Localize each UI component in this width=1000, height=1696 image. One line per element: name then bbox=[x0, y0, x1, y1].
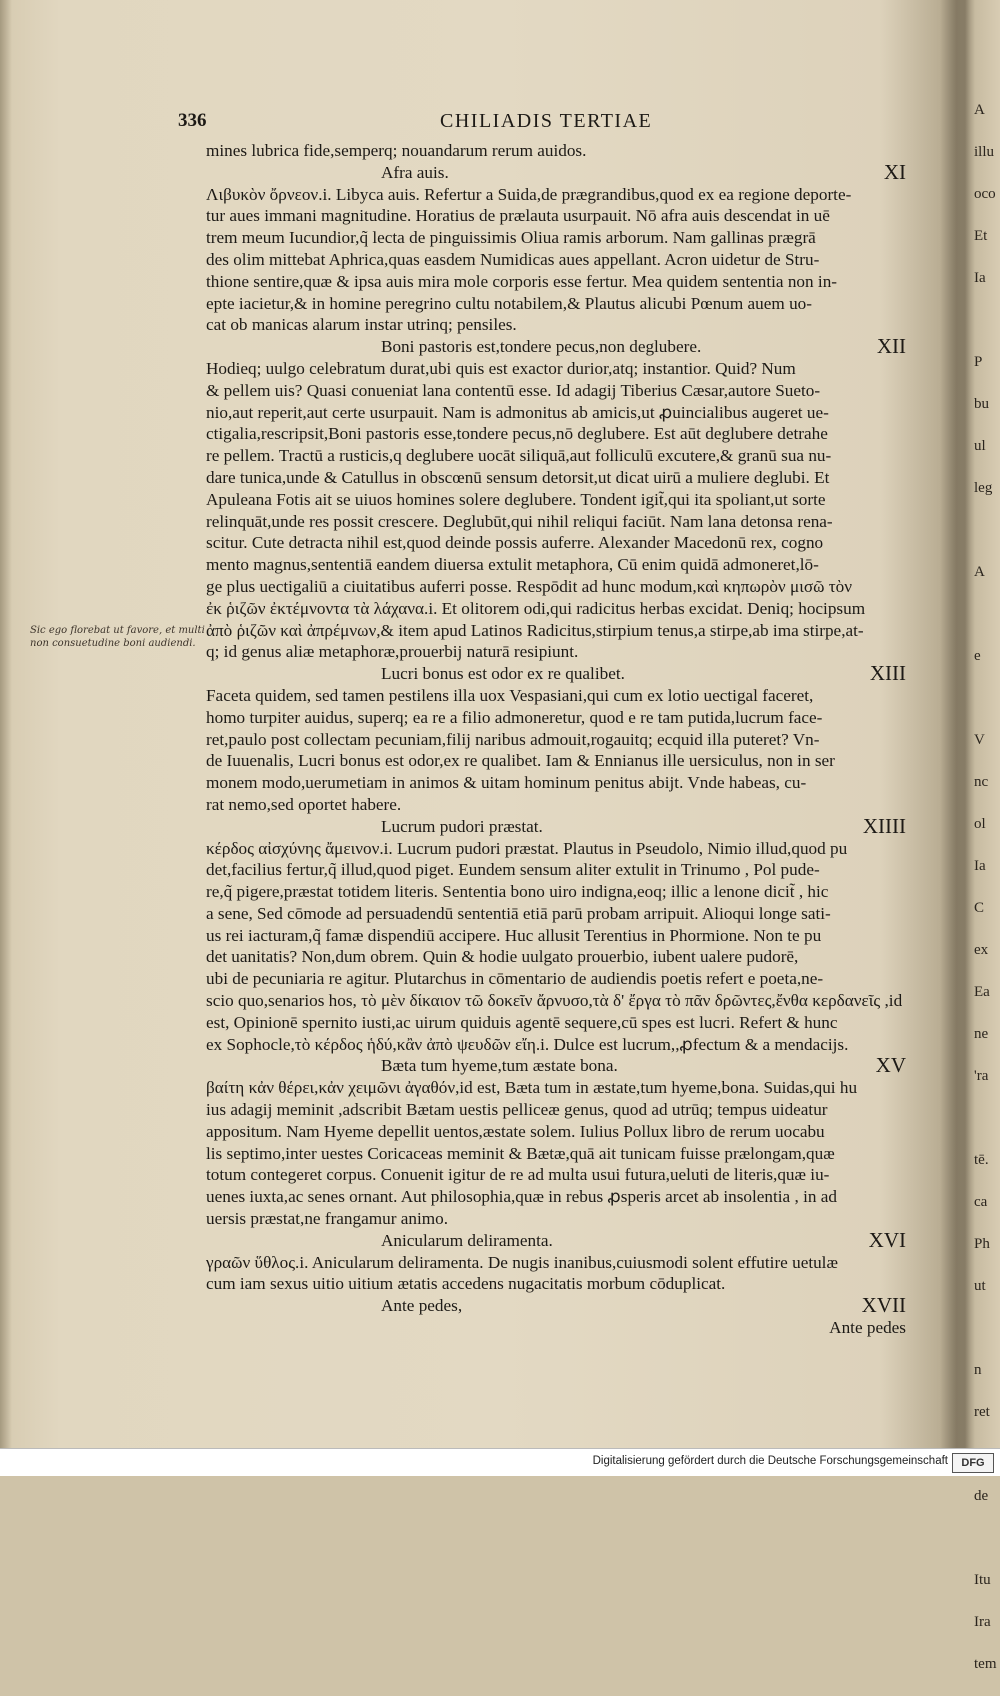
text-line: appositum. Nam Hyeme depellit uentos,æstate solem. Iulius Pollux libro de rerum uocabu bbox=[206, 1121, 825, 1141]
adage-heading bbox=[206, 663, 906, 685]
facing-page-fragment: ca bbox=[974, 1194, 988, 1210]
text-line: ubi de pecuniaria re agitur. Plutarchus in cōmentario de audiendis poetis refert e poeta,ne- bbox=[206, 969, 824, 989]
text-line: dare tunica,unde & Catullus in obscœnū sensum detorsit,ut dicat uirū a muliere deglubi. Et bbox=[206, 467, 830, 487]
facing-page-fragment: Ia bbox=[974, 270, 986, 286]
running-head: CHILIADIS TERTIAE bbox=[440, 110, 653, 132]
body-text bbox=[206, 140, 906, 1339]
text-line: uersis præstat,ne frangamur animo. bbox=[206, 1209, 448, 1229]
facing-page-fragment: ex bbox=[974, 942, 989, 958]
text-line: scio quo,senarios hos, τὸ μὲν δίκαιον τῶ δοκεῖν ἄρνυσο,τὰ δ' ἔργα τὸ πᾶν δρῶντες,ἔνθα κερδανεῖς ,id bbox=[206, 991, 903, 1011]
facing-page-fragment: A bbox=[974, 564, 985, 580]
text-line: ge plus uectigaliū a ciuitatibus auferri posse. Respōdit ad hunc modum,καὶ κηπωρὸν μισῶ τὸν bbox=[206, 576, 852, 596]
text-line: det uanitatis? Non,dum obrem. Quin & hodie uulgato prouerbio, iubent ualere pudorē, bbox=[206, 947, 799, 967]
facing-page-fragment: Ph bbox=[974, 1236, 990, 1252]
adage-heading bbox=[206, 159, 906, 184]
text-line: det,facilius fertur,q̃ illud,quod piget. Eundem sensum aliter extulit in Trinumo , Pol pude- bbox=[206, 860, 820, 880]
text-line: homo turpiter auidus, superq; ea re a filio admoneretur, quod e re tam putida,lucrum face- bbox=[206, 707, 823, 727]
text-line: epte iacietur,& in homine peregrino cultu notabilem,& Plautus alicubi Pœnum auem uo- bbox=[206, 293, 812, 313]
adage-title: Anicularum deliramenta. bbox=[381, 1230, 553, 1250]
text-line: re,q̃ pigere,præstat totidem literis. Sententia bono uiro indigna,eoq; illic a lenone dicit̃ , hic bbox=[206, 882, 829, 902]
facing-page-fragment: 'ra bbox=[974, 1068, 989, 1084]
page-edge-shadow bbox=[0, 0, 12, 1450]
facing-page-fragment: ol bbox=[974, 816, 986, 832]
adage-number: XVI bbox=[868, 1227, 906, 1252]
adage-number: XV bbox=[875, 1053, 906, 1078]
facing-page-fragment: bu bbox=[974, 396, 989, 412]
footer-bar bbox=[0, 1448, 1000, 1476]
facing-page-fragment: oco bbox=[974, 186, 996, 202]
text-line: nio,aut reperit,aut certe usurpauit. Nam is admonitus ab amicis,ut ꝓuincialibus augeret ue- bbox=[206, 402, 829, 422]
adage-heading bbox=[206, 1295, 906, 1317]
adage-heading bbox=[206, 336, 906, 358]
text-line: cat ob manicas alarum instar utrinq; pensiles. bbox=[206, 315, 517, 335]
facing-page-fragment: ne bbox=[974, 1026, 989, 1042]
facing-page-fragment bbox=[974, 310, 1000, 352]
facing-page-fragment: e bbox=[974, 648, 981, 664]
adage-heading bbox=[206, 1227, 906, 1252]
text-line: mines lubrica fide,semperq; nouandarum rerum auidos. bbox=[206, 141, 587, 160]
text-line: est, Opinionē spernito iusti,ac uirum quiduis agentē sequere,cū spes est lucri. Refert & hunc bbox=[206, 1012, 838, 1032]
facing-page-fragment: de bbox=[974, 1488, 989, 1504]
facing-page-fragment: ret bbox=[974, 1404, 990, 1420]
text-line: mento magnus,sententiā eandem diuersa extulit metaphora, Cū enim quidā admoneret,lō- bbox=[206, 555, 819, 575]
funding-notice: Digitalisierung gefördert durch die Deutsche Forschungsgemeinschaft bbox=[592, 1455, 948, 1467]
facing-page-fragment: tē. bbox=[974, 1152, 989, 1168]
text-line: κέρδος αἰσχύνης ἄμεινον.i. Lucrum pudori præstat. Plautus in Pseudolo, Nimio illud,quod pu bbox=[206, 838, 848, 858]
text-line: re pellem. Tractū a rusticis,q deglubere uocāt siliquā,aut folliculū excutere,& granū sua nu- bbox=[206, 446, 832, 466]
text-line: ἀπὸ ῥιζῶν καὶ ἀπρέμνων,& item apud Latinos Radicitus,stirpium tenus,a stirpe,ab ima stirpe,at- bbox=[206, 620, 864, 640]
facing-page-fragment: leg bbox=[974, 480, 993, 496]
adage-title: Ante pedes, bbox=[381, 1296, 463, 1316]
facing-page-fragment: Ea bbox=[974, 984, 990, 1000]
adage-number: XVII bbox=[861, 1293, 906, 1318]
catchword: Ante pedes bbox=[829, 1318, 906, 1338]
adage-title: Lucri bonus est odor ex re qualibet. bbox=[381, 664, 625, 684]
text-line: de Iuuenalis, Lucri bonus est odor,ex re qualibet. Iam & Ennianus ille uersiculus, non in ser bbox=[206, 751, 835, 771]
facing-page-fragment: Itu bbox=[974, 1572, 991, 1588]
margin-note-line: non consuetudine boni audiendi. bbox=[30, 638, 196, 649]
dfg-logo: DFG bbox=[952, 1453, 994, 1473]
facing-page-fragment: Et bbox=[974, 228, 988, 244]
text-line: βαίτη κἀν θέρει,κἀν χειμῶνι ἀγαθόν,id est, Bæta tum in æstate,tum hyeme,bona. Suidas,qui hu bbox=[206, 1078, 858, 1098]
gutter-shadow bbox=[940, 0, 970, 1450]
text-line: a sene, Sed cōmode ad persuadendū sententiā etiā parū probam arripuit. Alioqui longe sati- bbox=[206, 903, 831, 923]
text-line: scitur. Cute detracta nihil est,quod deinde possis auferre. Alexander Macedonū rex, cogno bbox=[206, 533, 824, 553]
facing-page-fragment: Ira bbox=[974, 1614, 991, 1630]
text-line: us rei iacturam,q̃ famæ dispendiū accipere. Huc allusit Terentius in Phormione. Non te pu bbox=[206, 925, 822, 945]
adage-title: Bæta tum hyeme,tum æstate bona. bbox=[381, 1056, 618, 1076]
text-line: des olim mittebat Aphrica,quas easdem Numidicas aues appellant. Acron uidetur de Stru- bbox=[206, 249, 820, 269]
text-line: Hodieq; uulgo celebratum durat,ubi quis est exactor durior,atq; instantior. Quid? Num bbox=[206, 358, 796, 378]
text-line: ctigalia,rescripsit,Boni pastoris esse,tondere pecus,nō deglubere. Est aūt deglubere detrahe bbox=[206, 424, 828, 444]
text-line: lis septimo,inter uestes Coricaceas meminit & Bætæ,quā ait tunicam fuisse prælongam,quæ bbox=[206, 1143, 835, 1163]
facing-page-fragment: C bbox=[974, 900, 985, 916]
facing-page-fragment: V bbox=[974, 732, 985, 748]
text-line: Faceta quidem, sed tamen pestilens illa uox Vespasiani,qui cum ex lotio uectigal faceret, bbox=[206, 685, 814, 705]
facing-page-fragment bbox=[974, 1528, 1000, 1570]
text-line: totum contegeret corpus. Conuenit igitur de re ad multa usui futura,ueluti de literis,quæ iu- bbox=[206, 1165, 830, 1185]
text-line: trem meum Iucundior,q̃ lecta de pinguissimis Oliua ramis arborum. Nam gallinas prægrā bbox=[206, 228, 816, 248]
facing-page-fragment: A bbox=[974, 102, 985, 118]
adage-title: Lucrum pudori præstat. bbox=[381, 816, 543, 836]
adage-heading bbox=[206, 1055, 906, 1077]
facing-page-fragment bbox=[974, 688, 1000, 730]
adage-number: XII bbox=[876, 334, 906, 359]
text-line: & pellem uis? Quasi conueniat lana contentū esse. Id adagij Tiberius Cæsar,autore Sueto- bbox=[206, 380, 821, 400]
facing-page-fragment bbox=[974, 1108, 1000, 1150]
facing-page-fragment bbox=[974, 604, 1000, 646]
facing-page-fragment: P bbox=[974, 354, 983, 370]
facing-page-fragment bbox=[974, 520, 1000, 562]
facing-page-edge bbox=[974, 100, 1000, 1672]
facing-page-fragment: Ia bbox=[974, 858, 986, 874]
facing-page-fragment: n bbox=[974, 1362, 982, 1378]
text-line: cum iam sexus uitio uitium ætatis accedens nugacitatis morbum cōduplicat. bbox=[206, 1274, 726, 1294]
facing-page-fragment: nc bbox=[974, 774, 989, 790]
adage-title: Boni pastoris est,tondere pecus,non deglubere. bbox=[381, 337, 702, 357]
text-line: ret,paulo post collectam pecuniam,filij naribus admouit,rogauitq; ecquid illa puteret? Vn- bbox=[206, 729, 820, 749]
adage-heading bbox=[206, 813, 906, 838]
text-line: ἐκ ῥιζῶν ἐκτέμνοντα τὰ λάχανα.i. Et olitorem odi,qui radicitus herbas excidat. Deniq; hocipsum bbox=[206, 598, 866, 618]
text-line: ex Sophocle,τὸ κέρδος ἡδύ,κἂν ἀπὸ ψευδῶν εἴη.i. Dulce est lucrum,,ꝓfectum & a mendacijs. bbox=[206, 1034, 849, 1054]
facing-page-fragment: illu bbox=[974, 144, 995, 160]
text-line: monem modo,uerumetiam in animos & uitam hominum penitus abijt. Vnde habeas, cu- bbox=[206, 773, 807, 793]
text-line: rat nemo,sed oportet habere. bbox=[206, 794, 402, 814]
text-line: uenes iuxta,ac senes ornant. Aut philosophia,quæ in rebus ꝓsperis arcet ab insolentia , in ad bbox=[206, 1187, 837, 1207]
text-line: Apuleana Fotis ait se uiuos homines solere deglubere. Tondent igit̃,qui ita spoliant,ut sorte bbox=[206, 489, 826, 509]
facing-page-fragment: tem bbox=[974, 1656, 997, 1672]
text-line: ius adagij meminit ,adscribit Bætam uestis pelliceæ genus, quod ad utrūq; tempus uideatur bbox=[206, 1100, 828, 1120]
text-line: tur aues immani magnitudine. Horatius de prælauta usurpauit. Nō afra auis descendat in uē bbox=[206, 206, 830, 226]
page-header bbox=[178, 110, 928, 138]
facing-page-fragment bbox=[974, 1318, 1000, 1360]
adage-number: XI bbox=[883, 159, 906, 184]
text-line: thione sentire,quæ & ipsa auis mira mole corporis esse fertur. Mea quidem sententia non in- bbox=[206, 271, 838, 291]
text-line: Λιβυκὸν ὄρνεον.i. Libyca auis. Refertur a Suida,de prægrandibus,quod ex ea regione deporte- bbox=[206, 184, 852, 204]
adage-number: XIIII bbox=[862, 813, 906, 838]
adage-title: Afra auis. bbox=[381, 162, 449, 182]
text-line: relinquāt,unde res possit crescere. Deglubūt,qui nihil reliqui faciūt. Nam lana detonsa rena- bbox=[206, 511, 833, 531]
facing-page-fragment: ul bbox=[974, 438, 986, 454]
text-line: q; id genus aliæ metaphoræ,prouerbij naturā resipiunt. bbox=[206, 642, 579, 662]
facing-page-fragment: ut bbox=[974, 1278, 986, 1294]
margin-note-line: Sic ego florebat ut favore, et multi bbox=[30, 625, 205, 636]
folio-number: 336 bbox=[178, 110, 207, 131]
text-line: γραῶν ὕθλος.i. Anicularum deliramenta. De nugis inanibus,cuiusmodi solent effutire uetulæ bbox=[206, 1252, 838, 1272]
adage-number: XIII bbox=[869, 661, 906, 686]
